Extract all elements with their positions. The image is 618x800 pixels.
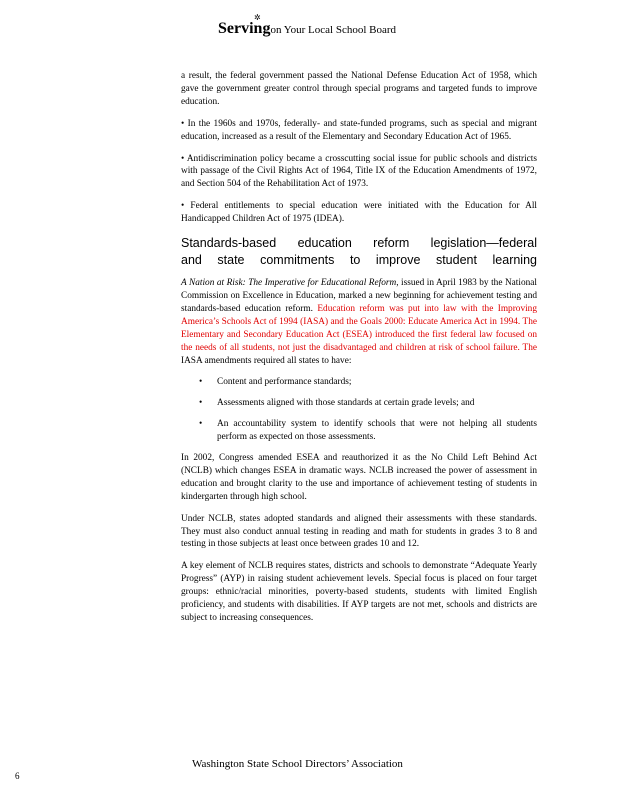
paragraph-nclb-2002: In 2002, Congress amended ESEA and reauthorized it as the No Child Left Behind Act (NCLB) which changes ESEA in dramatic ways. NCLB increased the power of assessment in education and brought clarity to the use and importance of achievement testing of students in kindergarten through high school. [181,453,537,502]
header-title-rest: on Your Local School Board [270,24,397,36]
running-footer: Washington State School Directors’ Association [192,758,403,770]
paragraph-nation-at-risk [181,277,537,367]
bullet-special-education: • Federal entitlements to special education were initiated with the Education for All Handicapped Children Act of 1975 (IDEA). [181,201,537,225]
bullet-antidiscrimination: • Antidiscrimination policy became a crosscutting social issue for public schools and districts with passage of the Civil Rights Act of 1964, Title IX of the Education Amendments of 1972, and Section 504 of the Rehabilitation Act of 1973. [181,153,537,190]
section-heading-line2: and state commitments to improve student learning [181,253,537,268]
iasa-amendments-text: IASA amendments required all states to have: [181,355,352,366]
section-heading-line1: Standards-based education reform legislation—federal [181,236,537,251]
bullet-1960s-programs: • In the 1960s and 1970s, federally- and state-funded programs, such as special and migrant education, increased as a result of the Elementary and Secondary Education Act of 1965. [181,118,537,142]
main-text-column [181,70,537,634]
running-header [218,13,518,38]
list-item: • An accountability system to identify schools that were not helping all students perform as expected on those assessments. [199,419,537,443]
nation-at-risk-text: , issued in April 1983 by the National Commission on Excellence in Education, marked a new beginning for achievement testing and standards-based education reform. [181,278,537,314]
bullet-icon: • [199,377,203,388]
sparkle-icon: ✲ [254,13,261,22]
paragraph-nclb-standards: Under NCLB, states adopted standards and aligned their assessments with these standards. They must also conduct annual testing in reading and math for students in grades 3 to 8 and testing in those subjects at least once between grades 10 and 12. [181,513,537,550]
highlighted-reform-text: Education reform was put into law with the Improving America’s Schools Act of 1994 (IASA) and the Goals 2000: Educate America Act in 1994. The Elementary and Secondary Education Act (ESEA) introduced the first federal law focused on the needs of all students, not just the disadvantaged and children at risk of school failure. The [181,303,537,353]
bullet-icon: • [199,419,203,430]
page-number: 6 [15,771,20,781]
nation-at-risk-title: A Nation at Risk: The Imperative for Educational Reform [181,278,397,289]
bullet-icon: • [199,398,203,409]
section-heading [181,235,537,269]
paragraph-defense-act: a result, the federal government passed the National Defense Education Act of 1958, which gave the government greater control through special programs and targeted funds to improve education. [181,71,537,107]
list-item: • Content and performance standards; [199,377,352,388]
iasa-requirements-list [181,376,537,444]
paragraph-ayp: A key element of NCLB requires states, districts and schools to demonstrate “Adequate Yearly Progress” (AYP) in raising student achievement levels. Special focus is placed on four target groups: ethnic/racial minorities, poverty-based students, students with limited English proficiency, and students with disabilities. If AYP targets are not met, schools and districts are subject to increasing consequences. [181,561,537,623]
list-item: • Assessments aligned with those standards at certain grade levels; and [199,398,475,409]
header-title-serving: Serving ✲ [218,13,271,37]
